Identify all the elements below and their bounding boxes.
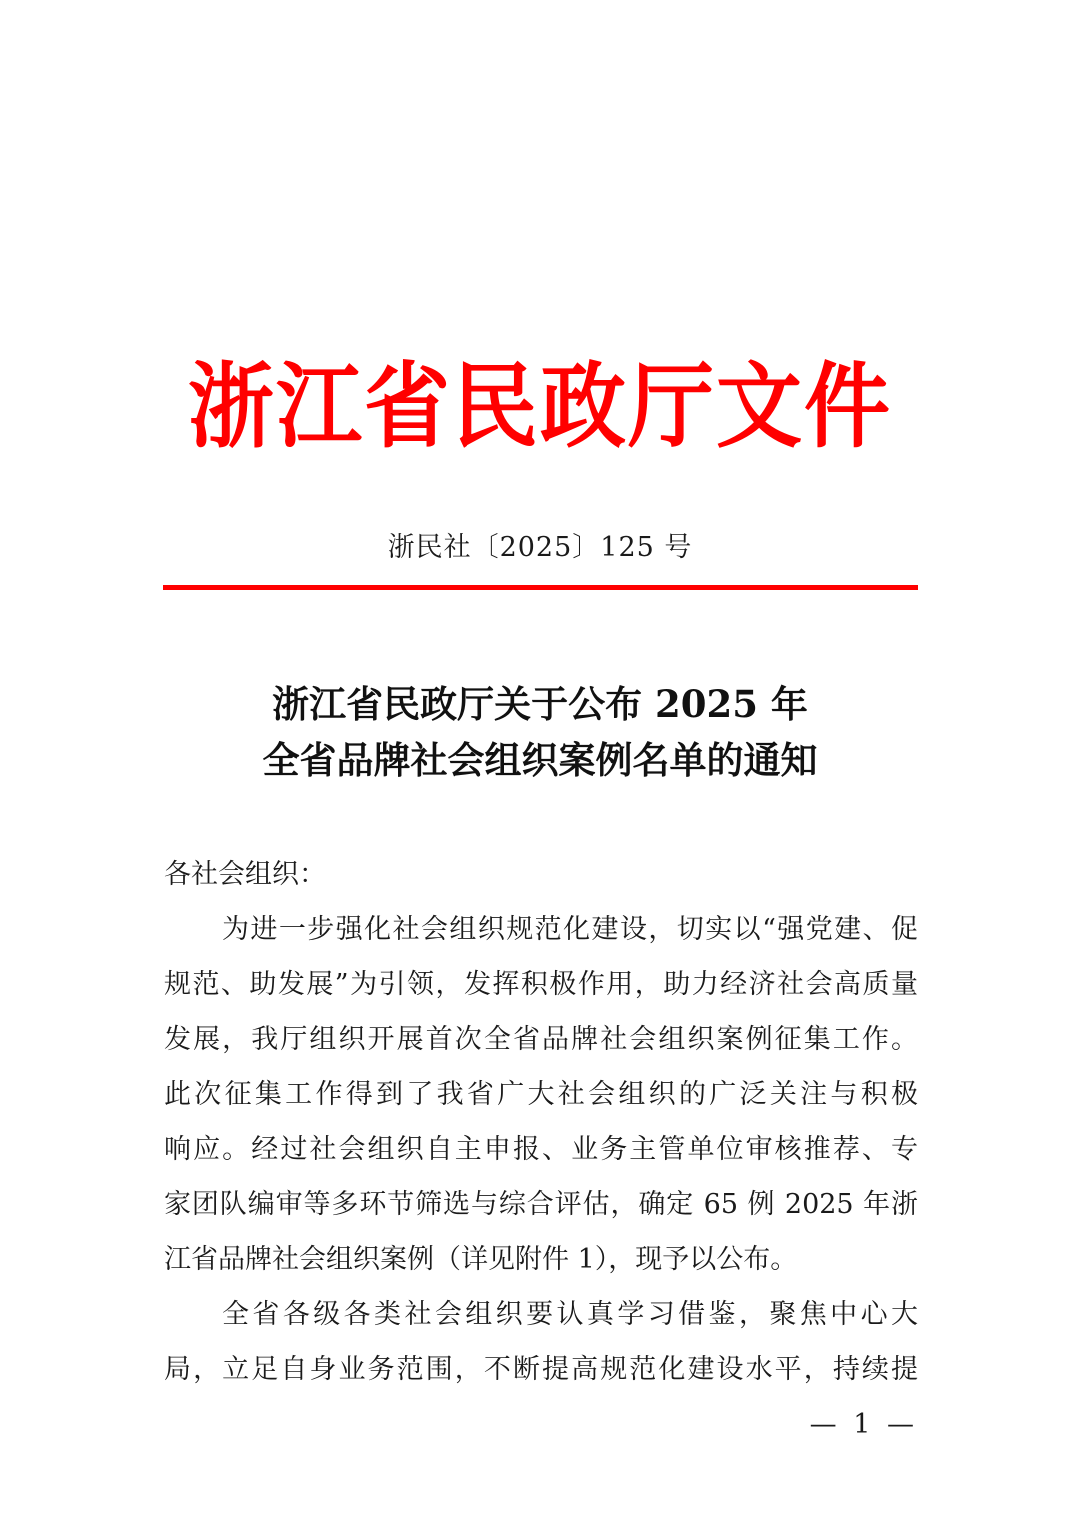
page-number: — 1 — xyxy=(809,1409,918,1440)
document-body xyxy=(164,847,918,1397)
paragraph-2-line-1: 全省各级各类社会组织要认真学习借鉴，聚焦中心大 xyxy=(222,1299,918,1330)
paragraph-1-line-7: 江省品牌社会组织案例（详见附件 1），现予以公布。 xyxy=(164,1244,798,1275)
paragraph-2-line-2: 局，立足自身业务范围，不断提高规范化建设水平，持续提 xyxy=(164,1354,918,1385)
paragraph-1-line-5: 响应。经过社会组织自主申报、业务主管单位审核推荐、专 xyxy=(164,1134,918,1165)
paragraph-1-line-6: 家团队编审等多环节筛选与综合评估，确定 65 例 2025 年浙 xyxy=(164,1189,918,1220)
paragraph-1-line-2: 规范、助发展”为引领，发挥积极作用，助力经济社会高质量 xyxy=(164,969,918,1000)
salutation: 各社会组织： xyxy=(164,859,326,890)
document-number: 浙民社〔2025〕125 号 xyxy=(387,532,693,563)
document-title-line-2: 全省品牌社会组织案例名单的通知 xyxy=(262,738,818,782)
paragraph-1-line-4: 此次征集工作得到了我省广大社会组织的广泛关注与积极 xyxy=(164,1079,918,1110)
red-divider-rule xyxy=(163,585,918,590)
issuer-red-header: 浙江省民政厅文件 xyxy=(188,351,892,461)
paragraph-1-line-3: 发展，我厅组织开展首次全省品牌社会组织案例征集工作。 xyxy=(164,1024,918,1055)
document-title-line-1: 浙江省民政厅关于公布 2025 年 xyxy=(272,682,808,726)
paragraph-1-line-1: 为进一步强化社会组织规范化建设，切实以“强党建、促 xyxy=(222,914,918,945)
document-title xyxy=(0,676,1080,788)
